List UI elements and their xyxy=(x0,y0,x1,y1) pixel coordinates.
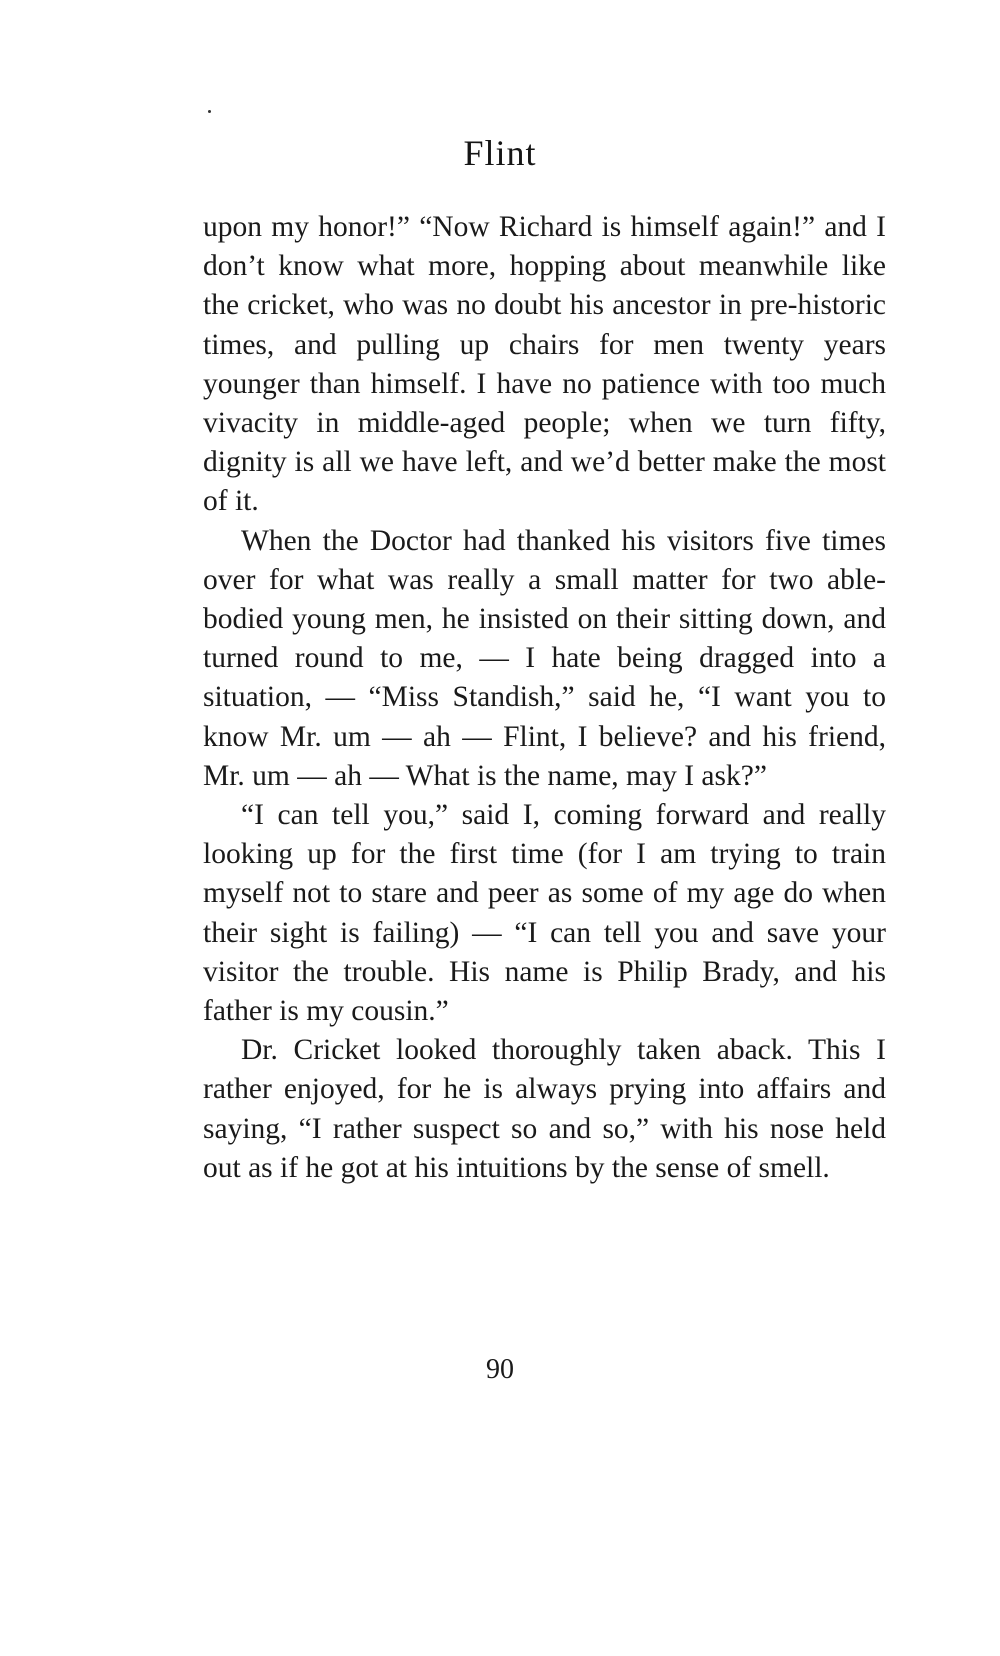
body-text xyxy=(203,208,886,1188)
paragraph: upon my honor!” “Now Richard is himself again!” and I don’t know what more, hopping about meanwhile like the cricket, who was no doubt his ancestor in pre-historic times, and pulling up chairs for men twenty years younger than himself. I have no patience with too much vivacity in middle-aged people; when we turn fifty, dignity is all we have left, and we’d better make the most of it. xyxy=(203,211,886,518)
page-number: 90 xyxy=(486,1354,514,1385)
paragraph: Dr. Cricket looked thoroughly taken aback. This I rather enjoyed, for he is always prying into affairs and saying, “I rather suspect so and so,” with his nose held out as if he got at his intuitions by the sense of smell. xyxy=(203,1034,886,1184)
running-head: Flint xyxy=(463,133,537,173)
paragraph: When the Doctor had thanked his visitors five times over for what was really a small matter for two able-bodied young men, he insisted on their sitting down, and turned round to me, — I hate being dragged into a situation, — “Miss Standish,” said he, “I want you to know Mr. um — ah — Flint, I believe? and his friend, Mr. um — ah — What is the name, may I ask?” xyxy=(203,524,886,792)
ink-speck xyxy=(208,110,211,113)
paragraph: “I can tell you,” said I, coming forward and really looking up for the first time (for I am trying to train myself not to stare and peer as some of my age do when their sight is failing) — “I can tell you and save your visitor the trouble. His name is Philip Brady, and his father is my cousin.” xyxy=(203,799,886,1028)
